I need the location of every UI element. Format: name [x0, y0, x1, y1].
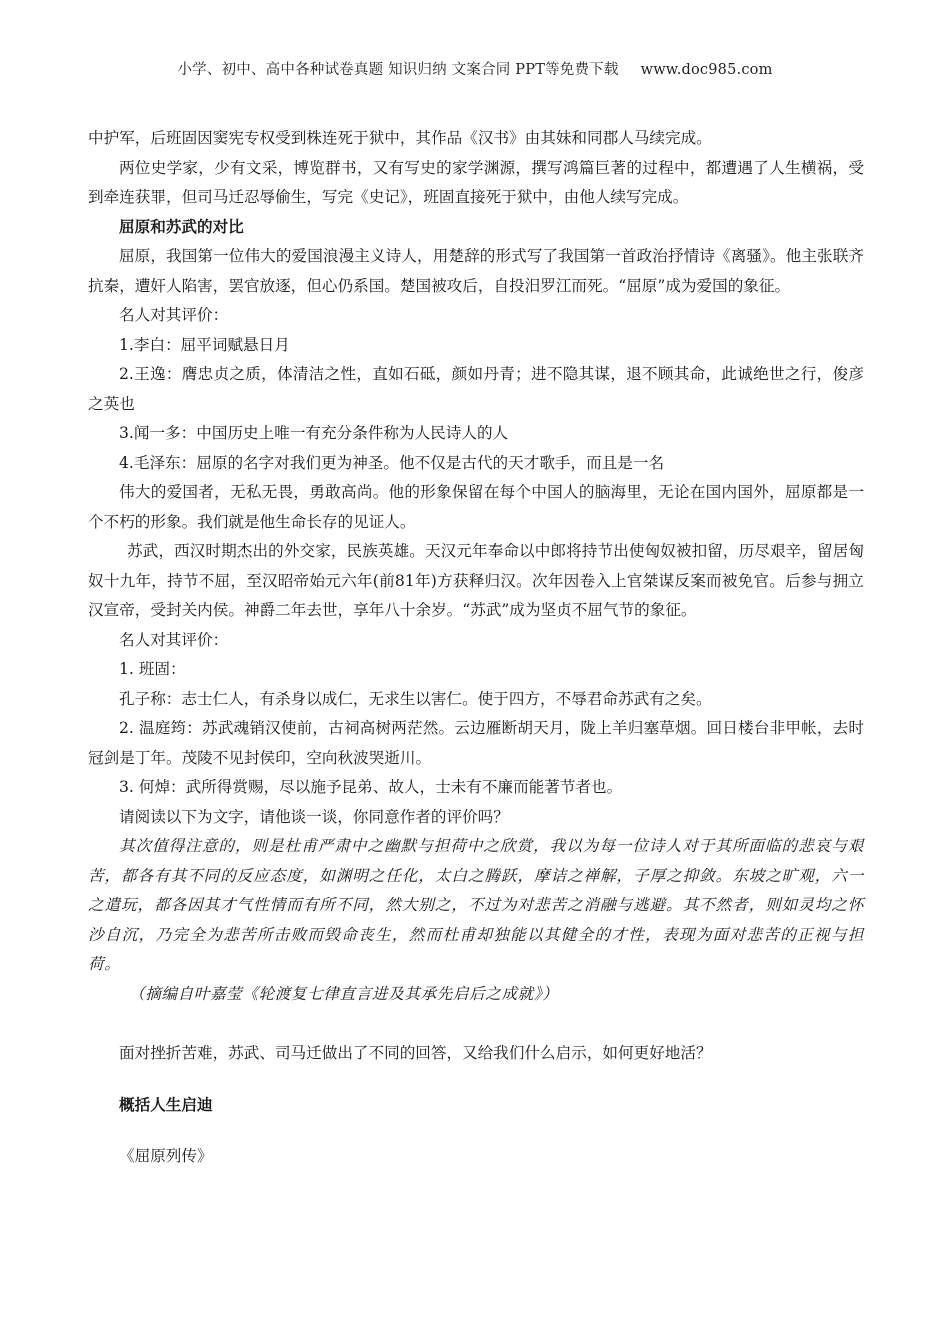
- list-item-li-bai: 1.李白：屈平词赋悬日月: [119, 335, 290, 354]
- paragraph-two-historians: 两位史学家，少有文采，博览群书，又有写史的家学渊源，撰写鸿篇巨著的过程中，都遭遇了人生横祸，受到牵连获罪，但司马迁忍辱偷生，写完《史记》，班固直接死于狱中，由他人续写完成。: [88, 158, 864, 206]
- header-site-link[interactable]: www.doc985.com: [640, 62, 773, 78]
- section-title-life-lessons: 概括人生启迪: [119, 1095, 213, 1114]
- paragraph-mao-zedong-continued: 伟大的爱国者，无私无畏，勇敢高尚。他的形象保留在每个中国人的脑海里，无论在国内国外，屈原都是一个不朽的形象。我们就是他生命长存的见证人。: [88, 483, 864, 531]
- paragraph-qu-yuan-intro: 屈原，我国第一位伟大的爱国浪漫主义诗人，用楚辞的形式写了我国第一首政治抒情诗《离骚》。他主张联齐抗秦，遭奸人陷害，罢官放逐，但心仍系国。楚国被攻后，自投汨罗江而死。“屈原”成为爱国的象征。: [88, 247, 864, 295]
- list-item-wen-tingyun: 2. 温庭筠：苏武魂销汉使前，古祠高树两茫然。云边雁断胡天月，陇上羊归塞草烟。回日楼台非甲帐，去时冠剑是丁年。茂陵不见封侯印，空向秋波哭逝川。: [88, 719, 864, 767]
- spacer: [88, 1009, 864, 1039]
- list-item-wang-yi: 2.王逸：膺忠贞之质，体清洁之性，直如石砥，颜如丹青；进不隐其谋，退不顾其命，此诚绝世之行，俊彦之英也: [88, 365, 864, 413]
- paragraph-ban-gu-end: 中护军，后班固因窦宪专权受到株连死于狱中，其作品《汉书》由其妹和同郡人马续完成。: [88, 129, 712, 147]
- list-item-he-zhuo: 3. 何焯：武所得赏赐，尽以施予昆弟、故人，士未有不廉而能著节者也。: [119, 778, 623, 796]
- paragraph-qu-yuan-biography-title: 《屈原列传》: [119, 1147, 213, 1165]
- spacer: [88, 1120, 864, 1142]
- paragraph-qu-yuan-evaluation-heading: 名人对其评价：: [119, 306, 229, 324]
- paragraph-confucius-quote: 孔子称：志士仁人，有杀身以成仁，无求生以害仁。使于四方，不辱君命苏武有之矣。: [119, 689, 712, 708]
- list-item-mao-zedong: 4.毛泽东：屈原的名字对我们更为神圣。他不仅是古代的天才歌手，而且是一名: [119, 453, 665, 472]
- paragraph-su-wu-evaluation-heading: 名人对其评价：: [119, 630, 229, 649]
- paragraph-reading-prompt: 请阅读以下为文字，请他谈一谈，你同意作者的评价吗？: [119, 807, 509, 826]
- paragraph-question: 面对挫折苦难，苏武、司马迁做出了不同的回答，又给我们什么启示，如何更好地活？: [119, 1044, 712, 1062]
- quote-ye-jiaying: 其次值得注意的，则是杜甫严肃中之幽默与担荷中之欣赏，我以为每一位诗人对于其所面临的悲哀与艰苦，都各有其不同的反应态度，如渊明之任化，太白之腾跃，摩诘之禅解，子厚之抑敛。东坡之旷观，六一之遣玩，都各因其才气性情而有所不同，然大别之，不过为对悲苦之消融与逃避。其不然者，则如灵均之怀沙自沉，乃完全为悲苦所击败而毁命丧生，然而杜甫却独能以其健全的才性，表现为面对悲苦的正视与担荷。: [88, 837, 864, 973]
- spacer: [88, 1069, 864, 1091]
- page-header: [0, 58, 950, 79]
- document-body: [88, 124, 864, 1172]
- list-item-ban-gu: 1. 班固：: [119, 660, 186, 678]
- section-title-qu-yuan-su-wu: 屈原和苏武的对比: [119, 217, 244, 236]
- paragraph-su-wu-intro: 苏武，西汉时期杰出的外交家，民族英雄。天汉元年奉命以中郎将持节出使匈奴被扣留，历尽艰辛，留居匈奴十九年，持节不屈，至汉昭帝始元六年(前81年)方获释归汉。次年因卷入上官桀谋反案而被免官。后参与拥立汉宣帝，受封关内侯。神爵二年去世，享年八十余岁。“苏武”成为坚贞不屈气节的象征。: [88, 542, 864, 619]
- quote-source: （摘编自叶嘉莹《轮渡复七律直言进及其承先启后之成就》）: [129, 984, 559, 1003]
- header-text: 小学、初中、高中各种试卷真题 知识归纳 文案合同 PPT等免费下载: [177, 62, 619, 78]
- list-item-wen-yiduo: 3.闻一多：中国历史上唯一有充分条件称为人民诗人的人: [119, 424, 509, 442]
